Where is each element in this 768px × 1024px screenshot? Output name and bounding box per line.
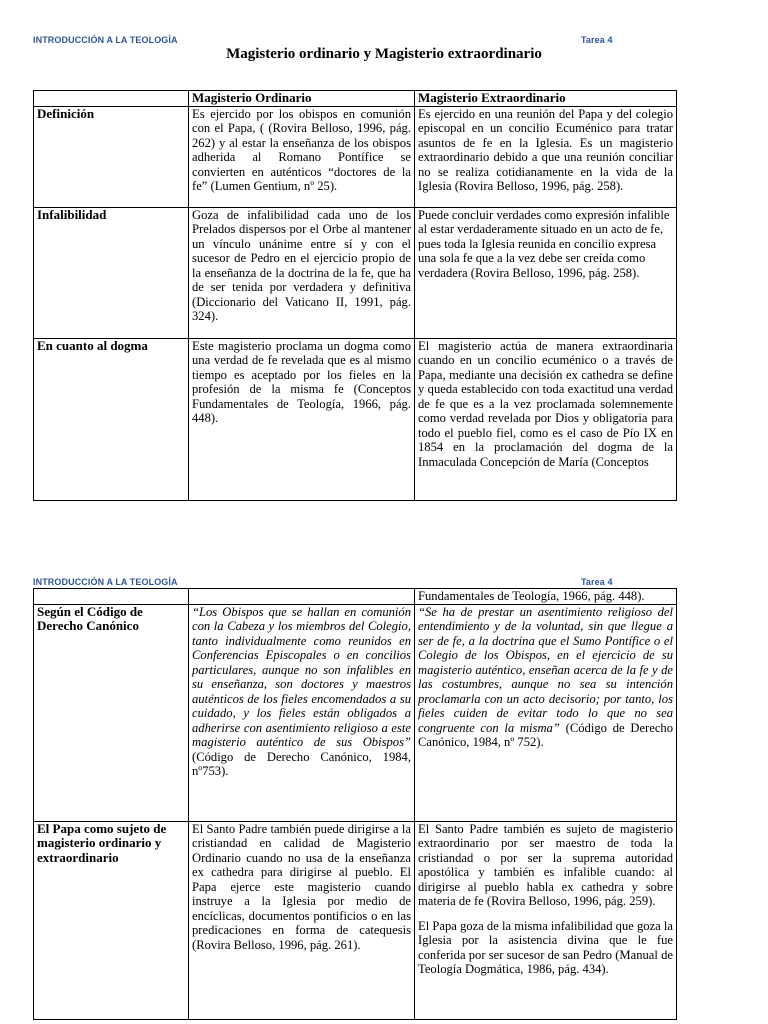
row-label-papa: El Papa como sujeto de magisterio ordinario y extraordinario [34, 821, 189, 1019]
table-row [34, 106, 677, 207]
continuation-empty-cell [189, 589, 415, 605]
quote-text: “Se ha de prestar un asentimiento religioso del entendimiento y de la voluntad, sin que llegue a ser de fe, a la doctrina que el Sumo Pontífice o el Colegio de los Obispos, en el ejercicio de su magisterio auténtico, enseñan acerca de la fe y de las costumbres, aunque no sea su intención proclamarla con un acto decisorio; por tanto, los fieles cuiden de evitar todo lo que no sea congruente con la misma” [418, 604, 673, 735]
cell-dogma-extraordinario: El magisterio actúa de manera extraordinaria cuando en un concilio ecuménico o a través de Papa, mediante una decisión ex cathedra se define y queda establecido con toda exactitud una verdad de fe que es a la vez proclamada solemnemente como verdad revelada por Dios y obligatoria para todo el pueblo fiel, como es el caso de Pío IX en 1854 en la proclamación del dogma de la Inmaculada Concepción de María (Conceptos [415, 338, 677, 500]
paragraph: El Papa goza de la misma infalibilidad que goza la Iglesia por la asistencia divina que le fue conferida por ser sucesor de san Pedro (Manual de Teología Dogmática, 1986, pág. 434). [418, 918, 673, 976]
table-row [34, 821, 677, 1019]
header-task-label-page-2: Tarea 4 [581, 577, 613, 587]
quote-text: “Los Obispos que se hallan en comunión con la Cabeza y los miembros del Colegio, tanto individualmente como reunidos en Conferencias Episcopales o en concilios particulares, aunque no son infalibles en su enseñanza, son doctores y maestros auténticos de los fieles encomendados a su cuidado, y los fieles están obligados a adherirse con asentimiento religioso a este magisterio auténtico de sus Obispos” [192, 604, 411, 749]
header-task-label: Tarea 4 [581, 35, 613, 45]
cell-infalibilidad-ordinario: Goza de infalibilidad cada uno de los Prelados dispersos por el Orbe al mantener un vínculo unánime entre sí y con el sucesor de Pedro en el ejercicio propio de la enseñanza de la doctrina de la fe, que ha de ser tenida por verdadera y definitiva (Diccionario del Vaticano II, 1991, pág. 324). [189, 207, 415, 338]
continuation-text: Fundamentales de Teología, 1966, pág. 448). [415, 589, 677, 605]
comparison-table-page-2 [33, 588, 677, 1020]
row-label-infalibilidad: Infalibilidad [34, 207, 189, 338]
cell-definicion-ordinario: Es ejercido por los obispos en comunión con el Papa, ( (Rovira Belloso, 1996, pág. 262) y al estar la enseñanza de los obispos adherida al Romano Pontífice se convierten en auténticos “doctores de la fe” (Lumen Gentium, nº 25). [189, 106, 415, 207]
page-title: Magisterio ordinario y Magisterio extraordinario [226, 46, 542, 62]
citation-text: (Código de Derecho Canónico, 1984, nº753). [192, 749, 411, 778]
cell-definicion-extraordinario: Es ejercido en una reunión del Papa y del colegio episcopal en un concilio Ecuménico para tratar asuntos de fe en la Iglesia. Es un magisterio extraordinario debido a que una reunión conciliar no se realiza cotidianamente en la vida de la Iglesia (Rovira Belloso, 1996, pág. 258). [415, 106, 677, 207]
cell-dogma-ordinario: Este magisterio proclama un dogma como una verdad de fe revelada que es al mismo tiempo es aceptado por los fieles en la profesión de la misma fe (Conceptos Fundamentales de Teología, 1966, pág. 448). [189, 338, 415, 500]
cell-infalibilidad-extraordinario: Puede concluir verdades como expresión infalible al estar verdaderamente situado en un acto de fe, pues toda la Iglesia reunida en concilio expresa una sola fe que a la vez debe ser creída como verdadera (Rovira Belloso, 1996, pág. 258). [415, 207, 677, 338]
header-course-title-page-2: INTRODUCCIÓN A LA TEOLOGÍA [33, 577, 178, 587]
cell-codigo-extraordinario [415, 604, 677, 821]
cell-papa-ordinario: El Santo Padre también puede dirigirse a la cristiandad en calidad de Magisterio Ordinario cuando no usa de la enseñanza ex cathedra para dirigirse al pueblo. El Papa ejerce este magisterio cuando instruye a la Iglesia por medio de encíclicas, documentos pontificios o en las predicaciones en forma de catequesis (Rovira Belloso, 1996, pág. 261). [189, 821, 415, 1019]
comparison-table-page-1 [33, 90, 677, 501]
column-header-ordinario: Magisterio Ordinario [189, 91, 415, 107]
row-label-dogma: En cuanto al dogma [34, 338, 189, 500]
continuation-empty-cell [34, 589, 189, 605]
table-row [34, 338, 677, 500]
header-empty-cell [34, 91, 189, 107]
table-row [34, 604, 677, 821]
cell-codigo-ordinario [189, 604, 415, 821]
header-course-title: INTRODUCCIÓN A LA TEOLOGÍA [33, 35, 178, 45]
paragraph: El Santo Padre también es sujeto de magisterio extraordinario por ser maestro de toda la cristiandad o por ser la suprema autoridad apostólica y también es infalible cuando: al dirigirse al pueblo habla ex cathedra y sobre materia de fe (Rovira Belloso, 1996, pág. 259). [418, 821, 673, 908]
table-row [34, 207, 677, 338]
column-header-extraordinario: Magisterio Extraordinario [415, 91, 677, 107]
row-label-codigo: Según el Código de Derecho Canónico [34, 604, 189, 821]
citation-text: (Código de Derecho Canónico, 1984, nº 752). [418, 720, 674, 749]
row-label-definicion: Definición [34, 106, 189, 207]
cell-papa-extraordinario [415, 821, 677, 1019]
